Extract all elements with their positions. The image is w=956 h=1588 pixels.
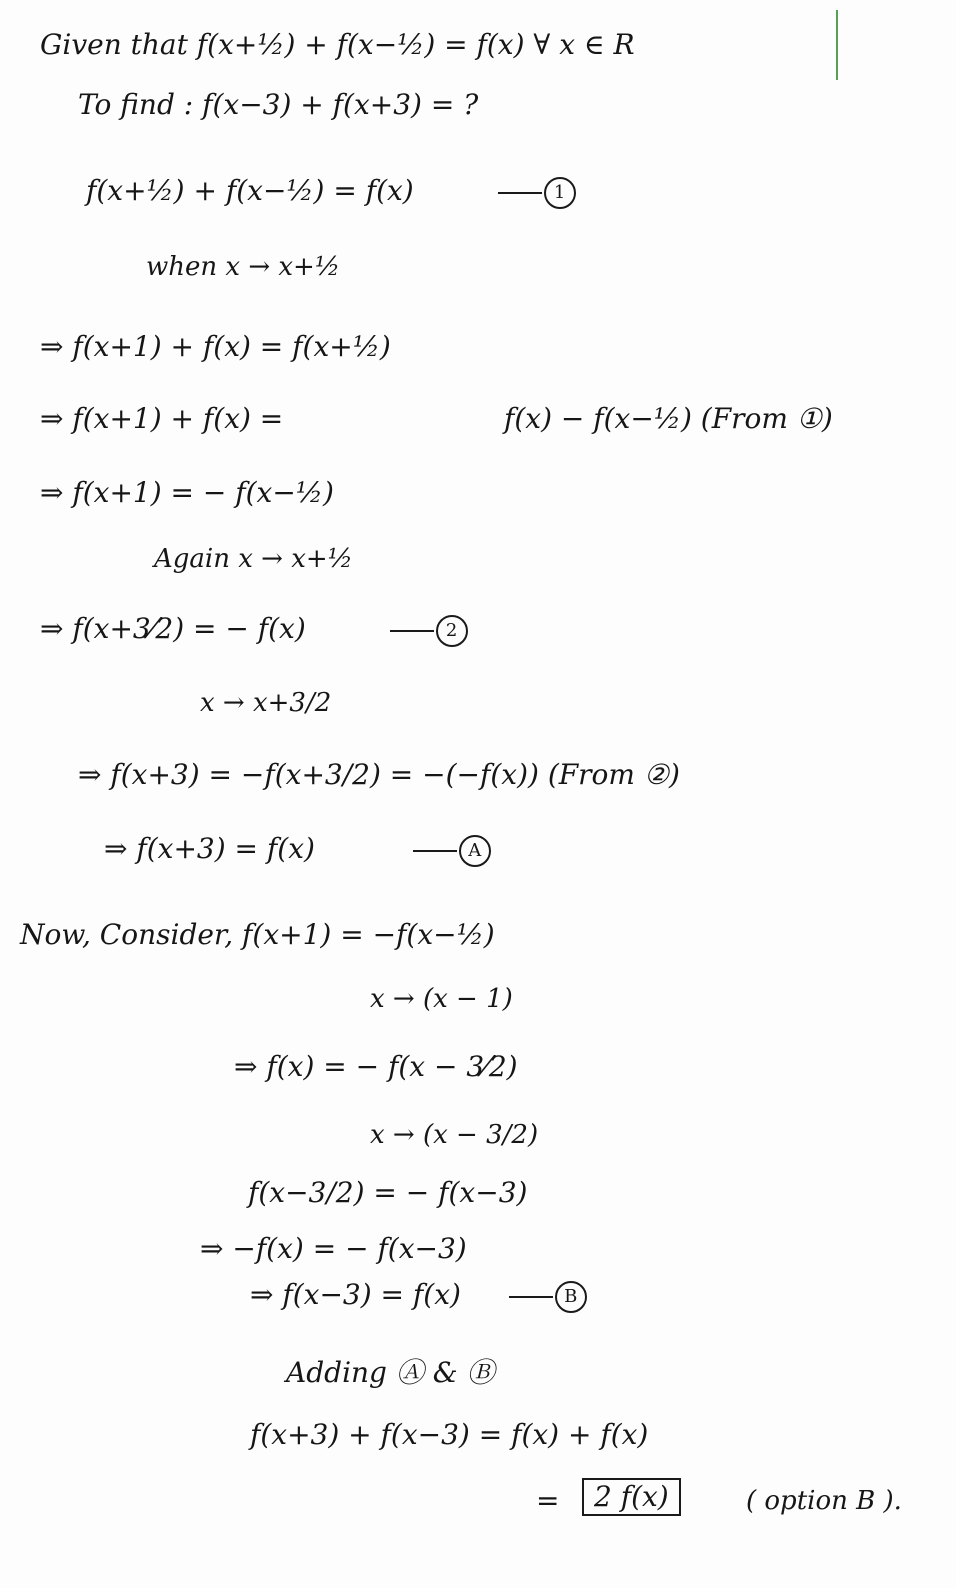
adding-line: Adding Ⓐ & Ⓑ bbox=[286, 1356, 495, 1389]
substitution-line-2: Again x → x+½ bbox=[154, 544, 353, 574]
given-line: Given that f(x+½) + f(x−½) = f(x) ∀ x ∈ R bbox=[40, 28, 635, 61]
substitution-line-3: x → x+3/2 bbox=[200, 688, 332, 718]
tag-b: B bbox=[555, 1281, 587, 1313]
step-8: f(x−3/2) = − f(x−3) bbox=[248, 1176, 528, 1209]
step-2-right: f(x) − f(x−½) (From ①) bbox=[504, 402, 833, 435]
equation-a bbox=[104, 832, 491, 867]
tag-1: 1 bbox=[544, 177, 576, 209]
substitution-line-5: x → (x − 3/2) bbox=[370, 1120, 539, 1150]
equation-1-text: f(x+½) + f(x−½) = f(x) bbox=[86, 174, 414, 207]
equation-2-text: ⇒ f(x+3⁄2) = − f(x) bbox=[40, 612, 306, 645]
step-7: ⇒ f(x) = − f(x − 3⁄2) bbox=[234, 1050, 518, 1083]
tag-a: A bbox=[459, 835, 491, 867]
step-5: ⇒ f(x+3) = −f(x+3/2) = −(−f(x)) (From ②) bbox=[78, 758, 680, 791]
equation-b-text: ⇒ f(x−3) = f(x) bbox=[250, 1278, 461, 1311]
tag-dash bbox=[509, 1296, 553, 1298]
answer-box bbox=[582, 1478, 681, 1516]
final-equals: = bbox=[536, 1484, 560, 1517]
step-9: ⇒ −f(x) = − f(x−3) bbox=[200, 1232, 467, 1265]
option-label: ( option B ). bbox=[746, 1486, 902, 1516]
margin-mark bbox=[836, 10, 838, 80]
equation-1 bbox=[86, 174, 576, 209]
step-3: ⇒ f(x+1) = − f(x−½) bbox=[40, 476, 334, 509]
now-consider-line: Now, Consider, f(x+1) = −f(x−½) bbox=[20, 918, 495, 951]
to-find-line: To find : f(x−3) + f(x+3) = ? bbox=[78, 88, 479, 121]
step-2-left: ⇒ f(x+1) + f(x) = bbox=[40, 402, 284, 435]
tag-dash bbox=[498, 192, 542, 194]
final-sum: f(x+3) + f(x−3) = f(x) + f(x) bbox=[250, 1418, 649, 1451]
tag-dash bbox=[413, 850, 457, 852]
equation-2 bbox=[40, 612, 468, 647]
substitution-line-4: x → (x − 1) bbox=[370, 984, 513, 1014]
equation-a-text: ⇒ f(x+3) = f(x) bbox=[104, 832, 315, 865]
substitution-line-1: when x → x+½ bbox=[146, 252, 341, 282]
step-1: ⇒ f(x+1) + f(x) = f(x+½) bbox=[40, 330, 391, 363]
equation-b bbox=[250, 1278, 587, 1313]
boxed-answer: 2 f(x) bbox=[582, 1478, 681, 1516]
tag-2: 2 bbox=[436, 615, 468, 647]
tag-dash bbox=[390, 630, 434, 632]
